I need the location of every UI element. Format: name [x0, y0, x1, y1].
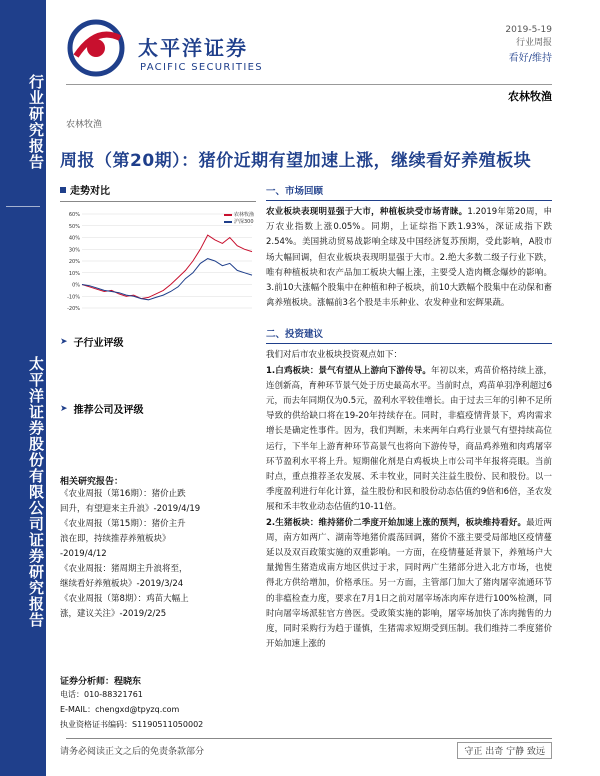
section-market-review-title: 一、市场回顾: [266, 186, 324, 197]
logo-cn-text: 太平洋证券: [138, 36, 248, 60]
trend-heading: [60, 182, 256, 197]
y-tick-label: 60%: [68, 212, 80, 218]
right-column: [266, 183, 552, 652]
sidebar-divider: [6, 206, 40, 207]
report-title: 周报（第20期）：猪价近期有望加速上涨，继续看好养殖板块: [60, 151, 532, 171]
related-item: 涨，建议关注》-2019/2/25: [60, 609, 167, 619]
y-tick-label: 40%: [68, 235, 80, 242]
legend-item-2: 沪深300: [224, 219, 254, 226]
header-meta: [505, 24, 552, 66]
y-tick-label: 50%: [68, 223, 80, 230]
market-review-body: [266, 205, 552, 311]
broiler-lead: 1.白鸡板块：景气有望从上游向下游传导。: [266, 365, 432, 376]
trend-heading-text: 走势对比: [70, 186, 110, 197]
analyst-phone: 电话：010-88321761: [60, 690, 143, 699]
related-item: 回升，有望迎来主升浪》-2019/4/19: [60, 504, 201, 514]
section-rule: [266, 343, 552, 344]
series-line-1: [82, 235, 252, 299]
company-logo: [66, 16, 266, 86]
hog-lead: 2.生猪板块：维持猪价二季度开始加速上涨的预判，板块维持看好。: [266, 517, 527, 528]
series-line-2: [82, 259, 252, 300]
sidebar-top-label: 行业研究报告: [27, 74, 45, 170]
y-tick-label: -20%: [67, 306, 80, 312]
left-sidebar: [0, 0, 46, 776]
y-tick-label: 20%: [68, 259, 80, 265]
header-sector: 农林牧渔: [508, 90, 552, 103]
related-item: 《农业周报（第15期）：猪价主升: [60, 519, 186, 529]
analyst-email[interactable]: E-MAIL：chengxd@tpyzq.com: [60, 705, 180, 714]
report-date: 2019-5-19: [505, 25, 552, 35]
hog-text: 最近两周，南方如两广、湖南等地猪价震荡回调，猪价不涨主要受局部地区疫情蔓延以及双百政策实施的双重影响。一方面，在疫情蔓延背景下，养殖场户大量抛售生猪造成南方地区供过于求，同时两广生猪部分进入北方市场，也使得北方供给增加，价格承压。另一方面，主管部门加大了猪肉屠宰流通环节的非瘟检查力度，要求在7月1日之前对屠宰场冻肉库存进行100%检测，同时向屠宰场派驻官方兽医。受政策实施的影响，屠宰场加快了冻肉抛售的力度，同时采购行为趋于谨慎，生猪需求短期受到压制。我们维持二季度猪价开始加速上涨的: [266, 517, 552, 650]
arrow-right-icon: ➤: [60, 336, 68, 347]
market-review-text: 1.2019年第20周，申万农业指数上涨0.05%。同期，上证综指下跌1.93%，深证成指下跌2.54%。美国挑动贸易战影响全球及中国经济复苏预期，受此影响，A股市场大幅回调，但农业板块表现明显强于大市。2.绝大多数二级子行业下跌，唯有种植板块和农产品加工板块大幅上涨，主要受人造肉概念爆炒的影响。3.前10大涨幅个股集中在种植和种子板块，前10大跌幅个股集中在动保和畜禽养殖板块。涨幅前3名个股是丰乐种业、农发种业和宏辉果蔬。: [266, 207, 552, 309]
market-review-lead: 农业板块表现明显强于大市，种植板块受市场青睐。: [266, 207, 468, 217]
footer-motto: 守正 出奇 宁静 致远: [457, 742, 552, 759]
section-investment-title: 二、投资建议: [266, 329, 324, 341]
related-item: 《农业周报：猪周期主升浪将至，: [60, 564, 188, 574]
y-tick-label: 0%: [72, 282, 80, 289]
analyst-name: 证券分析师：程晓东: [60, 677, 142, 687]
legend-item-1: 农林牧渔: [224, 212, 254, 219]
related-item: 继续看好养殖板块》-2019/3/24: [60, 579, 184, 589]
logo-en-text: PACIFIC SECURITIES: [140, 62, 263, 73]
section-rule: [266, 200, 552, 201]
subindustry-heading: ➤ 子行业评级: [60, 336, 124, 349]
sector-label: 农林牧渔: [66, 120, 103, 130]
y-tick-label: 10%: [68, 270, 80, 277]
report-rating: 看好/维持: [508, 53, 552, 64]
analyst-license: 执业资格证书编码：S1190511050002: [60, 720, 204, 729]
header-rule: [66, 84, 552, 85]
chart-legend: [224, 212, 254, 226]
related-list: [60, 487, 256, 622]
paragraph-hog: [266, 516, 552, 653]
paragraph-broiler: [266, 364, 552, 516]
report-type: 行业周报: [515, 38, 552, 48]
trend-rule: [60, 201, 256, 202]
related-item: -2019/4/12: [60, 549, 107, 559]
arrow-right-icon: ➤: [60, 403, 68, 414]
left-column: [60, 182, 256, 732]
related-item: 浪在即，持续推荐养殖板块》: [60, 534, 171, 544]
logo-emblem-icon: [66, 16, 130, 80]
related-item: 《农业周报（第16期）：猪价止跌: [60, 489, 186, 499]
companies-heading: ➤ 推荐公司及评级: [60, 403, 144, 416]
footer-rule: [66, 738, 552, 739]
trend-chart: [60, 208, 256, 320]
bullet-square-icon: [60, 187, 66, 193]
sidebar-mid-label: 太平洋证券股份有限公司证券研究报告: [27, 356, 45, 628]
related-heading: 相关研究报告：: [60, 477, 124, 487]
y-tick-label: 30%: [68, 247, 80, 254]
related-item: 《农业周报（第8期）：鸡苗大幅上: [60, 594, 189, 604]
y-tick-label: -10%: [67, 294, 80, 301]
investment-intro: 我们对后市农业板块投资观点如下：: [266, 350, 403, 361]
footer-disclaimer: 请务必阅读正文之后的免责条款部分: [60, 747, 205, 757]
broiler-text: 年初以来，鸡苗价格持续上涨，连创新高，育种环节景气处于历史最高水平。当前时点，鸡苗单羽净利超过6元，而去年同期仅为0.5元，盈利水平较佳增长。由于过去三年的引种不足所导致的供给缺口将在19-20年持续存在。同时，非瘟疫情背景下，鸡肉需求增长是确定性事件。因为，我们判断，未来两年白鸡行业景气有望持续高位运行，下半年上游育种环节高景气也将向下游传导，商品鸡养殖和肉鸡屠宰环节盈利水平将上升。短期催化剂是白鸡板块上市公司半年报将亮眼。当前时点，重点推荐圣农发展、禾丰牧业，同时关注益生股份、民和股份。以一季度盈利进行年化计算，益生股份和民和股份动态估值约9倍和6倍，圣农发展和禾丰牧业动态估值约10-11倍。: [266, 365, 552, 513]
